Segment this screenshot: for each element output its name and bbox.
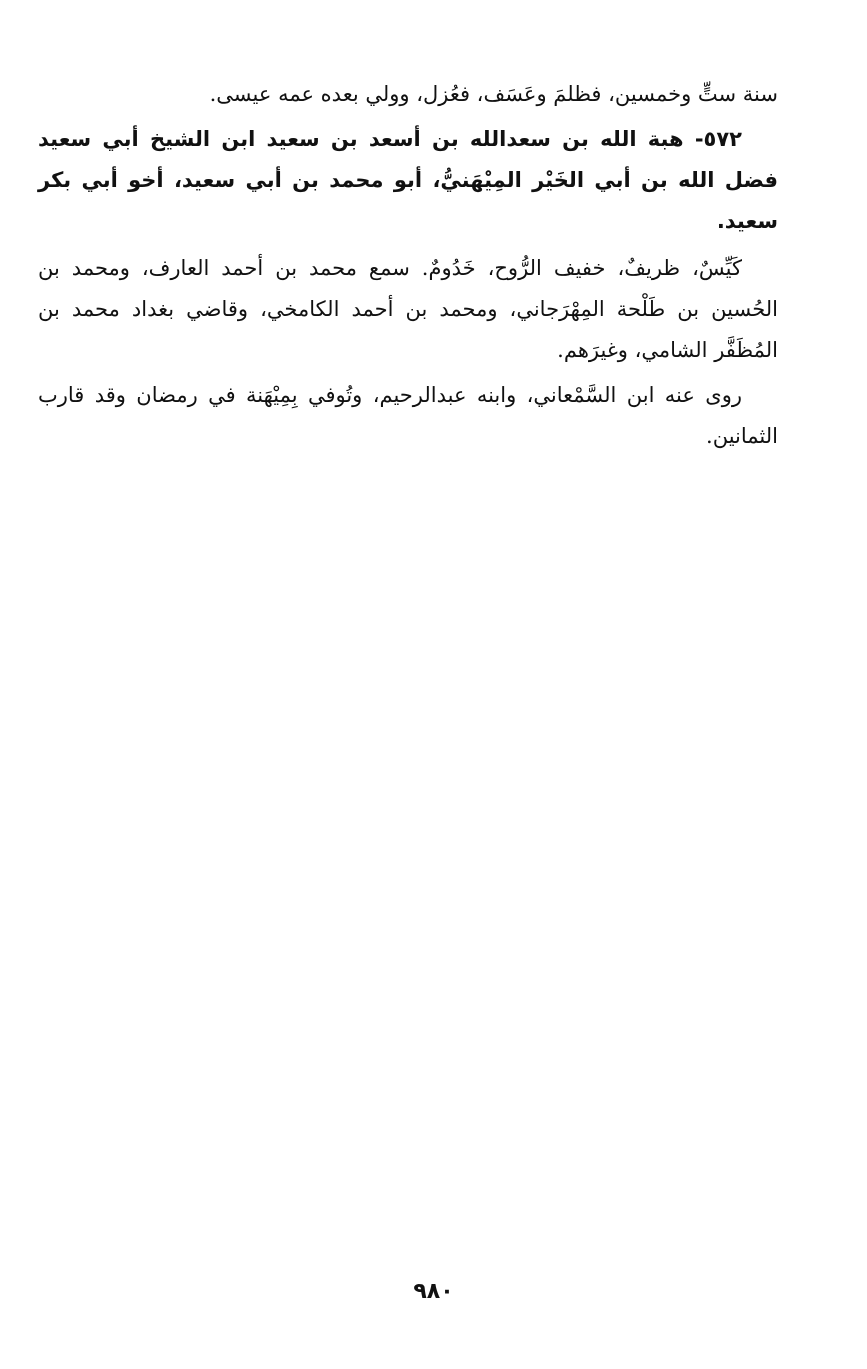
continuation-paragraph: سنة ستٍّ وخمسين، فظلمَ وعَسَف، فعُزل، وولي بعده عمه عيسى. (209, 82, 778, 106)
biography-paragraph: كَيِّسٌ، ظريفٌ، خفيف الرُّوح، خَدُومٌ. سمع محمد بن أحمد العارف، ومحمد بن الحُسين بن طَلْحة المِهْرَجاني، ومحمد بن أحمد الكامخي، وقاضي بغداد محمد بن المُظَفَّر الشامي، وغيرَهم. (38, 256, 778, 362)
narration-paragraph: روى عنه ابن السَّمْعاني، وابنه عبدالرحيم، وتُوفي بِمِيْهَنة في رمضان وقد قارب الثمانين. (38, 383, 778, 448)
page-number: ٩٨٠ (413, 1279, 454, 1304)
page-text (38, 74, 778, 457)
entry-heading-572: ٥٧٢- هبة الله بن سعدالله بن أسعد بن سعيد ابن الشيخ أبي سعيد فضل الله بن أبي الخَيْر المِيْهَنيُّ، أبو محمد بن أبي سعيد، أخو أبي بكر سعيد. (38, 127, 778, 233)
